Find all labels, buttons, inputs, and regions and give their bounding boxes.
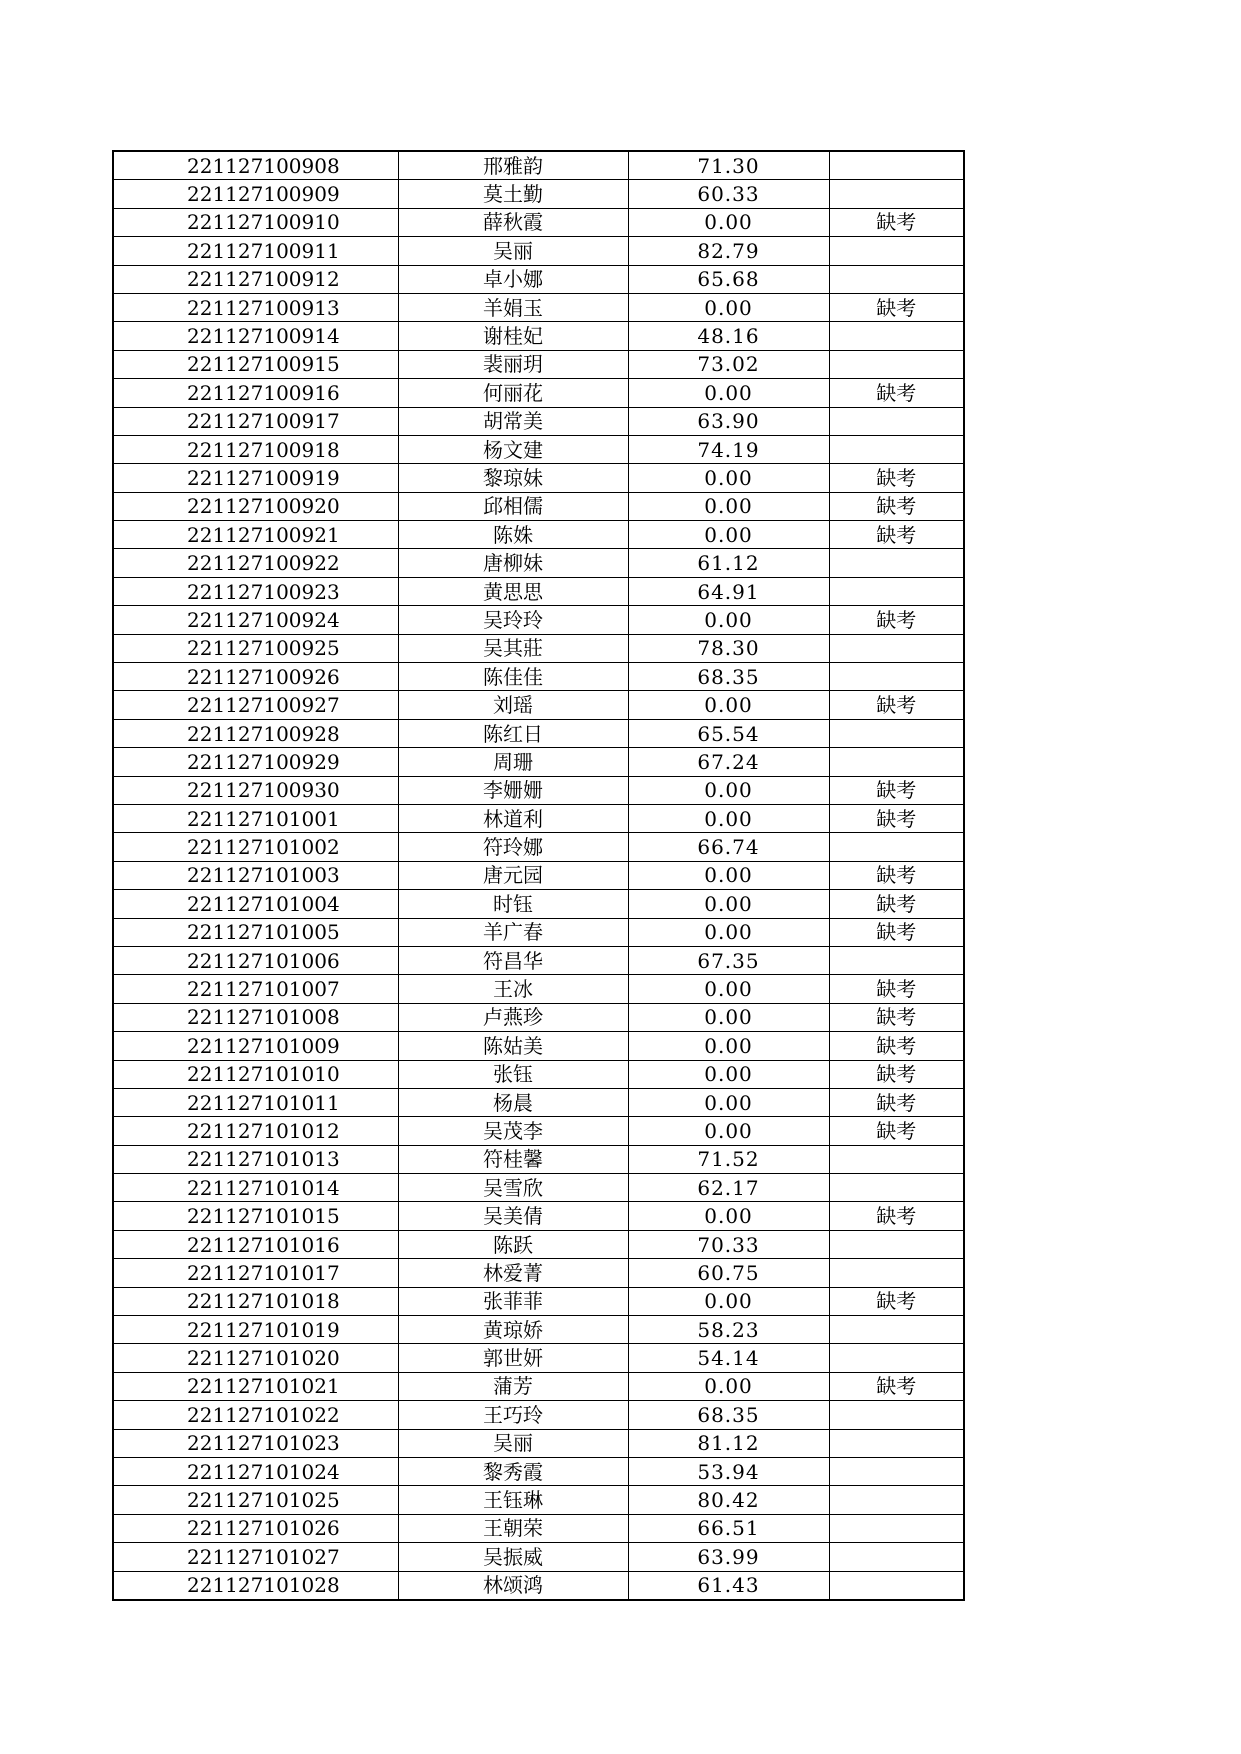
table-row (113, 407, 964, 435)
remark-cell (829, 549, 964, 577)
candidate-name-cell: 吴玲玲 (398, 606, 628, 634)
remark-cell (829, 1457, 964, 1485)
candidate-name-cell: 吴雪欣 (398, 1174, 628, 1202)
score-cell: 61.12 (628, 549, 829, 577)
table-row (113, 719, 964, 747)
table-row (113, 1174, 964, 1202)
table-row (113, 1514, 964, 1542)
candidate-name-cell: 唐元园 (398, 861, 628, 889)
remark-cell (829, 1174, 964, 1202)
table-row (113, 265, 964, 293)
candidate-id-cell: 221127101026 (113, 1514, 398, 1542)
table-row (113, 1088, 964, 1116)
remark-cell (829, 1514, 964, 1542)
score-cell: 0.00 (628, 379, 829, 407)
candidate-name-cell: 邱相儒 (398, 492, 628, 520)
candidate-id-cell: 221127100926 (113, 663, 398, 691)
remark-cell (829, 946, 964, 974)
table-row (113, 379, 964, 407)
candidate-id-cell: 221127101007 (113, 975, 398, 1003)
candidate-name-cell: 吴其莊 (398, 634, 628, 662)
candidate-name-cell: 王冰 (398, 975, 628, 1003)
score-cell: 60.75 (628, 1259, 829, 1287)
table-row (113, 1316, 964, 1344)
candidate-name-cell: 陈佳佳 (398, 663, 628, 691)
table-row (113, 521, 964, 549)
table-row (113, 1145, 964, 1173)
candidate-id-cell: 221127101012 (113, 1117, 398, 1145)
table-row (113, 1429, 964, 1457)
score-cell: 0.00 (628, 861, 829, 889)
score-cell: 0.00 (628, 890, 829, 918)
candidate-name-cell: 王巧玲 (398, 1401, 628, 1429)
remark-cell: 缺考 (829, 890, 964, 918)
score-cell: 66.74 (628, 833, 829, 861)
remark-cell (829, 833, 964, 861)
candidate-id-cell: 221127100923 (113, 577, 398, 605)
remark-cell (829, 719, 964, 747)
table-row (113, 946, 964, 974)
remark-cell: 缺考 (829, 293, 964, 321)
table-row (113, 1401, 964, 1429)
remark-cell (829, 1316, 964, 1344)
candidate-name-cell: 周珊 (398, 748, 628, 776)
table-row (113, 577, 964, 605)
candidate-id-cell: 221127100924 (113, 606, 398, 634)
candidate-id-cell: 221127101014 (113, 1174, 398, 1202)
candidate-id-cell: 221127101009 (113, 1032, 398, 1060)
candidate-name-cell: 吴丽 (398, 1429, 628, 1457)
candidate-id-cell: 221127101006 (113, 946, 398, 974)
table-row (113, 918, 964, 946)
table-row (113, 1230, 964, 1258)
candidate-id-cell: 221127100913 (113, 293, 398, 321)
candidate-id-cell: 221127101020 (113, 1344, 398, 1372)
candidate-id-cell: 221127101024 (113, 1457, 398, 1485)
candidate-id-cell: 221127100927 (113, 691, 398, 719)
table-row (113, 1202, 964, 1230)
candidate-id-cell: 221127100918 (113, 435, 398, 463)
candidate-id-cell: 221127101022 (113, 1401, 398, 1429)
score-cell: 0.00 (628, 1287, 829, 1315)
candidate-name-cell: 卓小娜 (398, 265, 628, 293)
score-cell: 63.99 (628, 1543, 829, 1571)
candidate-name-cell: 薛秋霞 (398, 208, 628, 236)
candidate-id-cell: 221127101001 (113, 804, 398, 832)
table-row (113, 1032, 964, 1060)
remark-cell (829, 577, 964, 605)
table-row (113, 492, 964, 520)
remark-cell (829, 1429, 964, 1457)
remark-cell: 缺考 (829, 379, 964, 407)
candidate-name-cell: 张菲菲 (398, 1287, 628, 1315)
remark-cell: 缺考 (829, 1060, 964, 1088)
score-cell: 65.68 (628, 265, 829, 293)
candidate-id-cell: 221127100922 (113, 549, 398, 577)
remark-cell (829, 1543, 964, 1571)
candidate-name-cell: 林道利 (398, 804, 628, 832)
table-row (113, 1571, 964, 1600)
candidate-name-cell: 吴振威 (398, 1543, 628, 1571)
score-cell: 0.00 (628, 691, 829, 719)
candidate-id-cell: 221127101018 (113, 1287, 398, 1315)
candidate-name-cell: 唐柳妹 (398, 549, 628, 577)
score-cell: 65.54 (628, 719, 829, 747)
score-cell: 82.79 (628, 237, 829, 265)
remark-cell: 缺考 (829, 776, 964, 804)
candidate-id-cell: 221127100925 (113, 634, 398, 662)
candidate-id-cell: 221127101017 (113, 1259, 398, 1287)
candidate-name-cell: 李姗姗 (398, 776, 628, 804)
score-cell: 0.00 (628, 1202, 829, 1230)
score-cell: 0.00 (628, 1003, 829, 1031)
candidate-id-cell: 221127100914 (113, 322, 398, 350)
score-cell: 67.24 (628, 748, 829, 776)
candidate-id-cell: 221127100928 (113, 719, 398, 747)
remark-cell: 缺考 (829, 691, 964, 719)
candidate-name-cell: 符玲娜 (398, 833, 628, 861)
candidate-name-cell: 黎琼妹 (398, 464, 628, 492)
table-row (113, 322, 964, 350)
remark-cell (829, 748, 964, 776)
remark-cell: 缺考 (829, 975, 964, 1003)
score-cell: 67.35 (628, 946, 829, 974)
candidate-name-cell: 杨文建 (398, 435, 628, 463)
table-row (113, 350, 964, 378)
remark-cell: 缺考 (829, 918, 964, 946)
table-row (113, 1259, 964, 1287)
remark-cell: 缺考 (829, 464, 964, 492)
remark-cell (829, 663, 964, 691)
candidate-id-cell: 221127101011 (113, 1088, 398, 1116)
candidate-name-cell: 时钰 (398, 890, 628, 918)
table-row (113, 549, 964, 577)
remark-cell: 缺考 (829, 1003, 964, 1031)
candidate-name-cell: 王钰琳 (398, 1486, 628, 1514)
table-row (113, 663, 964, 691)
candidate-id-cell: 221127101027 (113, 1543, 398, 1571)
table-row (113, 776, 964, 804)
candidate-id-cell: 221127101004 (113, 890, 398, 918)
score-cell: 66.51 (628, 1514, 829, 1542)
score-cell: 0.00 (628, 293, 829, 321)
candidate-id-cell: 221127100909 (113, 180, 398, 208)
candidate-id-cell: 221127100929 (113, 748, 398, 776)
candidate-id-cell: 221127101015 (113, 1202, 398, 1230)
score-cell: 62.17 (628, 1174, 829, 1202)
candidate-name-cell: 陈红日 (398, 719, 628, 747)
remark-cell (829, 1401, 964, 1429)
table-row (113, 464, 964, 492)
remark-cell (829, 350, 964, 378)
candidate-name-cell: 王朝荣 (398, 1514, 628, 1542)
candidate-name-cell: 黄思思 (398, 577, 628, 605)
table-row (113, 1457, 964, 1485)
table-row (113, 833, 964, 861)
candidate-id-cell: 221127100917 (113, 407, 398, 435)
table-row (113, 1003, 964, 1031)
score-cell: 0.00 (628, 1088, 829, 1116)
remark-cell (829, 151, 964, 180)
remark-cell (829, 1344, 964, 1372)
table-row (113, 1543, 964, 1571)
score-cell: 81.12 (628, 1429, 829, 1457)
table-row (113, 151, 964, 180)
candidate-id-cell: 221127100912 (113, 265, 398, 293)
remark-cell: 缺考 (829, 492, 964, 520)
remark-cell: 缺考 (829, 1287, 964, 1315)
candidate-name-cell: 黎秀霞 (398, 1457, 628, 1485)
remark-cell (829, 1486, 964, 1514)
candidate-name-cell: 吴茂李 (398, 1117, 628, 1145)
candidate-name-cell: 林爱菁 (398, 1259, 628, 1287)
candidate-name-cell: 莫土勤 (398, 180, 628, 208)
table-row (113, 1372, 964, 1400)
table-row (113, 1344, 964, 1372)
score-cell: 74.19 (628, 435, 829, 463)
candidate-name-cell: 张钰 (398, 1060, 628, 1088)
score-cell: 70.33 (628, 1230, 829, 1258)
score-cell: 78.30 (628, 634, 829, 662)
score-cell: 0.00 (628, 464, 829, 492)
table-row (113, 975, 964, 1003)
score-cell: 0.00 (628, 1060, 829, 1088)
candidate-id-cell: 221127100921 (113, 521, 398, 549)
candidate-id-cell: 221127101002 (113, 833, 398, 861)
remark-cell (829, 634, 964, 662)
remark-cell: 缺考 (829, 1032, 964, 1060)
score-cell: 60.33 (628, 180, 829, 208)
table-row (113, 804, 964, 832)
candidate-id-cell: 221127101003 (113, 861, 398, 889)
candidate-id-cell: 221127101028 (113, 1571, 398, 1600)
candidate-id-cell: 221127100915 (113, 350, 398, 378)
score-cell: 48.16 (628, 322, 829, 350)
remark-cell: 缺考 (829, 606, 964, 634)
remark-cell (829, 322, 964, 350)
score-cell: 0.00 (628, 975, 829, 1003)
score-cell: 54.14 (628, 1344, 829, 1372)
remark-cell (829, 435, 964, 463)
candidate-name-cell: 杨晨 (398, 1088, 628, 1116)
candidate-name-cell: 陈姝 (398, 521, 628, 549)
table-row (113, 1287, 964, 1315)
table-row (113, 691, 964, 719)
score-cell: 80.42 (628, 1486, 829, 1514)
table-row (113, 1117, 964, 1145)
candidate-id-cell: 221127100911 (113, 237, 398, 265)
candidate-name-cell: 郭世妍 (398, 1344, 628, 1372)
table-row (113, 180, 964, 208)
candidate-name-cell: 何丽花 (398, 379, 628, 407)
candidate-name-cell: 刘瑶 (398, 691, 628, 719)
score-cell: 0.00 (628, 492, 829, 520)
candidate-id-cell: 221127101013 (113, 1145, 398, 1173)
candidate-id-cell: 221127101010 (113, 1060, 398, 1088)
score-cell: 68.35 (628, 663, 829, 691)
remark-cell (829, 1259, 964, 1287)
candidate-name-cell: 陈跃 (398, 1230, 628, 1258)
remark-cell (829, 265, 964, 293)
candidate-id-cell: 221127100930 (113, 776, 398, 804)
table-row (113, 861, 964, 889)
candidate-id-cell: 221127100920 (113, 492, 398, 520)
score-cell: 0.00 (628, 521, 829, 549)
table-row (113, 208, 964, 236)
score-cell: 61.43 (628, 1571, 829, 1600)
candidate-name-cell: 吴丽 (398, 237, 628, 265)
table-row (113, 435, 964, 463)
candidate-id-cell: 221127101019 (113, 1316, 398, 1344)
candidate-id-cell: 221127101008 (113, 1003, 398, 1031)
score-cell: 0.00 (628, 1117, 829, 1145)
candidate-name-cell: 蒲芳 (398, 1372, 628, 1400)
candidate-name-cell: 黄琼娇 (398, 1316, 628, 1344)
table-row (113, 237, 964, 265)
candidate-id-cell: 221127100910 (113, 208, 398, 236)
score-cell: 0.00 (628, 804, 829, 832)
remark-cell: 缺考 (829, 1117, 964, 1145)
candidate-id-cell: 221127101016 (113, 1230, 398, 1258)
score-cell: 68.35 (628, 1401, 829, 1429)
candidate-name-cell: 符桂馨 (398, 1145, 628, 1173)
remark-cell (829, 407, 964, 435)
remark-cell (829, 237, 964, 265)
score-cell: 58.23 (628, 1316, 829, 1344)
candidate-name-cell: 吴美倩 (398, 1202, 628, 1230)
table-row (113, 748, 964, 776)
candidate-id-cell: 221127101005 (113, 918, 398, 946)
table-row (113, 890, 964, 918)
candidate-name-cell: 卢燕珍 (398, 1003, 628, 1031)
remark-cell: 缺考 (829, 804, 964, 832)
score-cell: 63.90 (628, 407, 829, 435)
candidate-id-cell: 221127101021 (113, 1372, 398, 1400)
remark-cell: 缺考 (829, 1372, 964, 1400)
table-row (113, 1060, 964, 1088)
score-cell: 73.02 (628, 350, 829, 378)
score-table-body (113, 151, 964, 1600)
score-cell: 0.00 (628, 208, 829, 236)
remark-cell (829, 1571, 964, 1600)
candidate-id-cell: 221127101023 (113, 1429, 398, 1457)
table-row (113, 1486, 964, 1514)
remark-cell: 缺考 (829, 208, 964, 236)
remark-cell: 缺考 (829, 861, 964, 889)
candidate-name-cell: 陈姑美 (398, 1032, 628, 1060)
table-row (113, 634, 964, 662)
table-row (113, 606, 964, 634)
score-cell: 0.00 (628, 776, 829, 804)
table-row (113, 293, 964, 321)
candidate-id-cell: 221127100919 (113, 464, 398, 492)
score-table (112, 150, 965, 1601)
candidate-id-cell: 221127101025 (113, 1486, 398, 1514)
candidate-name-cell: 羊娟玉 (398, 293, 628, 321)
candidate-name-cell: 林颂鸿 (398, 1571, 628, 1600)
remark-cell (829, 180, 964, 208)
candidate-name-cell: 裴丽玥 (398, 350, 628, 378)
remark-cell: 缺考 (829, 1202, 964, 1230)
score-cell: 64.91 (628, 577, 829, 605)
candidate-name-cell: 羊广春 (398, 918, 628, 946)
remark-cell (829, 1230, 964, 1258)
score-cell: 0.00 (628, 918, 829, 946)
score-cell: 53.94 (628, 1457, 829, 1485)
score-cell: 71.52 (628, 1145, 829, 1173)
score-cell: 0.00 (628, 606, 829, 634)
candidate-id-cell: 221127100908 (113, 151, 398, 180)
candidate-name-cell: 胡常美 (398, 407, 628, 435)
candidate-name-cell: 谢桂妃 (398, 322, 628, 350)
score-cell: 0.00 (628, 1032, 829, 1060)
candidate-name-cell: 符昌华 (398, 946, 628, 974)
score-cell: 0.00 (628, 1372, 829, 1400)
remark-cell: 缺考 (829, 521, 964, 549)
remark-cell (829, 1145, 964, 1173)
score-cell: 71.30 (628, 151, 829, 180)
candidate-name-cell: 邢雅韵 (398, 151, 628, 180)
remark-cell: 缺考 (829, 1088, 964, 1116)
candidate-id-cell: 221127100916 (113, 379, 398, 407)
